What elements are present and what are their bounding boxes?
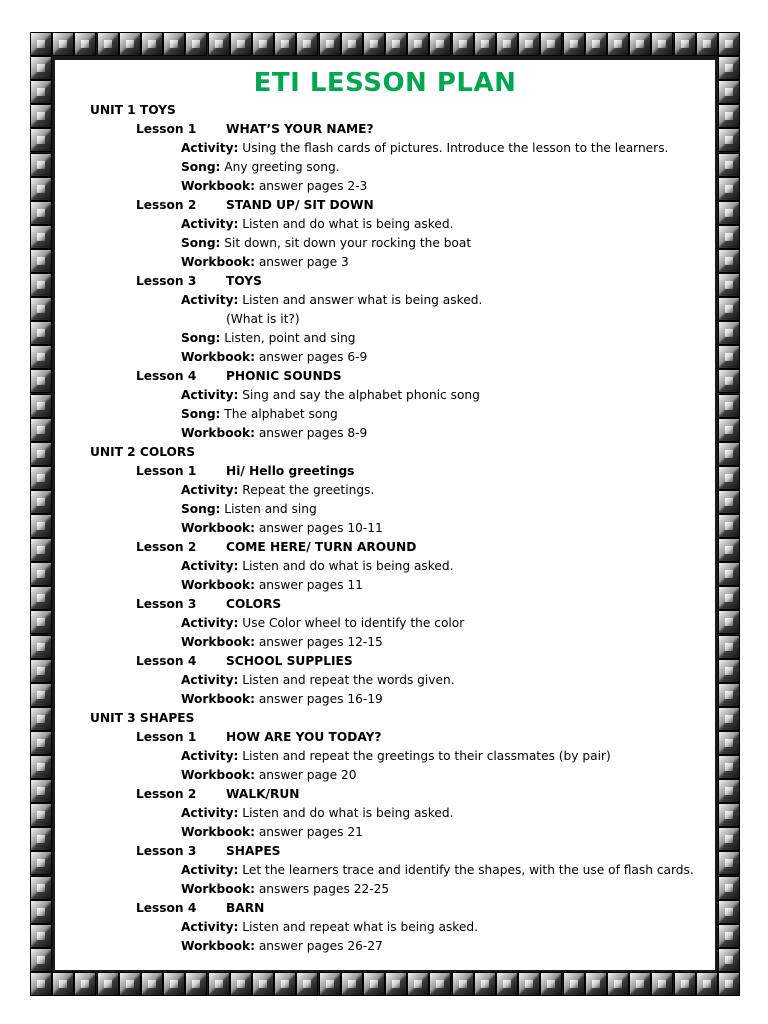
- detail-text: Using the flash cards of pictures. Introduce the lesson to the learners.: [238, 141, 669, 155]
- border-stud: [452, 32, 474, 56]
- page-title: ETI LESSON PLAN: [253, 68, 517, 98]
- detail-text: answer pages 16-19: [254, 692, 383, 706]
- lesson-label: Lesson 4: [136, 369, 197, 383]
- border-stud: [718, 924, 740, 948]
- border-stud: [74, 972, 96, 996]
- border-stud: [585, 32, 607, 56]
- border-stud: [30, 635, 52, 659]
- lesson-detail-row: [181, 615, 464, 631]
- border-stud: [674, 32, 696, 56]
- border-stud: [407, 972, 429, 996]
- detail-key: Activity:: [181, 388, 239, 402]
- content-area: [55, 60, 715, 970]
- detail-key: Workbook:: [181, 578, 255, 592]
- border-stud: [718, 683, 740, 707]
- detail-text: Use Color wheel to identify the color: [238, 616, 465, 630]
- border-stud: [718, 948, 740, 972]
- lesson-detail-row: [181, 558, 454, 574]
- border-stud: [230, 32, 252, 56]
- border-stud: [651, 972, 673, 996]
- detail-text: Listen, point and sing: [220, 331, 356, 345]
- lesson-detail-row: [181, 292, 482, 308]
- border-stud: [74, 32, 96, 56]
- lesson-detail-row: [181, 767, 357, 783]
- border-stud: [718, 610, 740, 634]
- border-stud: [230, 972, 252, 996]
- border-stud: [718, 779, 740, 803]
- lesson-label: Lesson 3: [136, 844, 197, 858]
- border-stud: [607, 32, 629, 56]
- lesson-row: [136, 463, 355, 479]
- lesson-row: [136, 273, 262, 289]
- detail-text: answer pages 6-9: [254, 350, 368, 364]
- border-stud: [718, 490, 740, 514]
- border-stud: [696, 972, 718, 996]
- border-stud: [319, 972, 341, 996]
- detail-key: Activity:: [181, 673, 239, 687]
- lesson-detail-row: [181, 178, 367, 194]
- border-stud: [30, 610, 52, 634]
- border-stud: [474, 32, 496, 56]
- lesson-row: [136, 596, 282, 612]
- border-stud: [30, 273, 52, 297]
- detail-key: Workbook:: [181, 635, 255, 649]
- detail-key: Workbook:: [181, 939, 255, 953]
- border-stud: [30, 466, 52, 490]
- border-stud: [718, 321, 740, 345]
- detail-key: Song:: [181, 160, 221, 174]
- detail-text: The alphabet song: [220, 407, 338, 421]
- border-stud: [407, 32, 429, 56]
- lesson-detail-row: [181, 862, 694, 878]
- border-stud: [30, 177, 52, 201]
- border-stud: [30, 128, 52, 152]
- border-stud: [30, 104, 52, 128]
- detail-text: Sit down, sit down your rocking the boat: [220, 236, 472, 250]
- lesson-row: [136, 539, 417, 555]
- border-stud: [540, 972, 562, 996]
- lesson-label: Lesson 4: [136, 654, 197, 668]
- detail-text: answer page 20: [254, 768, 357, 782]
- border-stud: [674, 972, 696, 996]
- lesson-detail-row: [181, 387, 480, 403]
- lesson-row: [136, 653, 353, 669]
- border-stud: [274, 972, 296, 996]
- border-stud: [30, 972, 52, 996]
- border-stud: [651, 32, 673, 56]
- detail-text: answer page 3: [254, 255, 349, 269]
- detail-key: Activity:: [181, 293, 239, 307]
- border-stud: [585, 972, 607, 996]
- border-stud: [563, 972, 585, 996]
- border-stud: [52, 972, 74, 996]
- lesson-title: PHONIC SOUNDS: [226, 369, 342, 383]
- border-stud: [319, 32, 341, 56]
- border-stud: [252, 32, 274, 56]
- lesson-detail-row: [181, 824, 363, 840]
- border-stud: [385, 972, 407, 996]
- border-stud: [30, 345, 52, 369]
- border-stud: [718, 128, 740, 152]
- border-stud: [252, 972, 274, 996]
- border-stud: [718, 56, 740, 80]
- unit-heading: [90, 102, 176, 118]
- lesson-detail-row: [181, 425, 367, 441]
- unit-heading-text: UNIT 3 SHAPES: [90, 711, 195, 725]
- border-stud: [718, 297, 740, 321]
- border-stud: [474, 972, 496, 996]
- lesson-detail-row: [181, 919, 478, 935]
- detail-text: answer pages 2-3: [254, 179, 368, 193]
- detail-text: Listen and repeat the greetings to their classmates (by pair): [238, 749, 611, 763]
- border-stud: [718, 538, 740, 562]
- border-stud: [696, 32, 718, 56]
- border-stud: [30, 225, 52, 249]
- border-stud: [30, 153, 52, 177]
- border-stud: [30, 755, 52, 779]
- border-stud: [341, 32, 363, 56]
- detail-text: Listen and sing: [220, 502, 317, 516]
- lesson-detail-row: [181, 406, 338, 422]
- border-stud: [30, 249, 52, 273]
- detail-text: (What is it?): [226, 312, 300, 326]
- border-stud: [30, 779, 52, 803]
- border-stud: [718, 803, 740, 827]
- detail-text: Listen and do what is being asked.: [238, 806, 454, 820]
- border-stud: [718, 201, 740, 225]
- border-stud: [563, 32, 585, 56]
- detail-text: answer pages 12-15: [254, 635, 383, 649]
- border-stud: [185, 972, 207, 996]
- lesson-detail-row: [181, 482, 374, 498]
- unit-heading-text: UNIT 2 COLORS: [90, 445, 196, 459]
- border-stud: [385, 32, 407, 56]
- lesson-detail-row: [181, 520, 383, 536]
- lesson-row: [136, 900, 265, 916]
- border-stud: [718, 659, 740, 683]
- border-stud: [97, 972, 119, 996]
- lesson-row: [136, 121, 374, 137]
- detail-key: Workbook:: [181, 692, 255, 706]
- detail-key: Workbook:: [181, 255, 255, 269]
- detail-key: Activity:: [181, 141, 239, 155]
- lesson-label: Lesson 4: [136, 901, 197, 915]
- lesson-row: [136, 843, 281, 859]
- border-stud: [718, 273, 740, 297]
- lesson-detail-row: [181, 349, 367, 365]
- border-stud: [718, 466, 740, 490]
- lesson-detail-row: [181, 881, 389, 897]
- border-stud: [30, 707, 52, 731]
- border-stud: [363, 972, 385, 996]
- border-stud: [718, 418, 740, 442]
- lesson-detail-row: [181, 330, 356, 346]
- border-stud: [30, 683, 52, 707]
- lesson-title: STAND UP/ SIT DOWN: [226, 198, 374, 212]
- border-stud: [30, 876, 52, 900]
- border-stud: [718, 707, 740, 731]
- border-stud: [30, 297, 52, 321]
- lesson-title: HOW ARE YOU TODAY?: [226, 730, 382, 744]
- lesson-label: Lesson 3: [136, 597, 197, 611]
- lesson-detail-row: [181, 805, 454, 821]
- border-stud: [119, 32, 141, 56]
- border-stud: [296, 32, 318, 56]
- detail-key: Workbook:: [181, 882, 255, 896]
- detail-key: Workbook:: [181, 825, 255, 839]
- lesson-title: SHAPES: [226, 844, 281, 858]
- border-stud: [30, 442, 52, 466]
- lesson-label: Lesson 1: [136, 464, 197, 478]
- border-stud: [30, 32, 52, 56]
- border-stud: [718, 972, 740, 996]
- border-stud: [718, 851, 740, 875]
- border-stud: [30, 562, 52, 586]
- detail-text: Listen and answer what is being asked.: [238, 293, 483, 307]
- lesson-detail-row: [181, 216, 454, 232]
- lesson-title: COLORS: [226, 597, 282, 611]
- border-stud: [119, 972, 141, 996]
- border-stud: [540, 32, 562, 56]
- border-stud: [718, 394, 740, 418]
- border-stud: [718, 876, 740, 900]
- border-stud: [208, 972, 230, 996]
- lesson-title: WHAT’S YOUR NAME?: [226, 122, 374, 136]
- border-stud: [296, 972, 318, 996]
- detail-key: Workbook:: [181, 350, 255, 364]
- border-stud: [30, 321, 52, 345]
- lesson-detail-row: [181, 577, 363, 593]
- border-stud: [30, 731, 52, 755]
- border-stud: [30, 924, 52, 948]
- border-stud: [163, 32, 185, 56]
- lesson-row: [136, 368, 342, 384]
- border-stud: [30, 418, 52, 442]
- detail-text: Listen and repeat what is being asked.: [238, 920, 479, 934]
- detail-text: Repeat the greetings.: [238, 483, 375, 497]
- detail-key: Activity:: [181, 749, 239, 763]
- border-stud: [30, 56, 52, 80]
- lesson-detail-row: [181, 748, 611, 764]
- border-stud: [718, 731, 740, 755]
- detail-key: Workbook:: [181, 426, 255, 440]
- lesson-title: COME HERE/ TURN AROUND: [226, 540, 417, 554]
- lesson-label: Lesson 2: [136, 198, 197, 212]
- lesson-detail-row: [181, 501, 317, 517]
- border-stud: [30, 586, 52, 610]
- lesson-detail-row: [181, 634, 383, 650]
- border-stud: [518, 972, 540, 996]
- detail-key: Activity:: [181, 616, 239, 630]
- border-stud: [141, 32, 163, 56]
- border-stud: [629, 972, 651, 996]
- lesson-row: [136, 786, 300, 802]
- detail-text: answer pages 21: [254, 825, 363, 839]
- border-stud: [718, 345, 740, 369]
- border-stud: [518, 32, 540, 56]
- border-stud: [718, 104, 740, 128]
- lesson-row: [136, 197, 374, 213]
- border-stud: [607, 972, 629, 996]
- border-stud: [30, 948, 52, 972]
- lesson-detail-row: [181, 691, 383, 707]
- border-stud: [97, 32, 119, 56]
- border-stud: [629, 32, 651, 56]
- lesson-title: WALK/RUN: [226, 787, 300, 801]
- border-stud: [30, 538, 52, 562]
- detail-key: Song:: [181, 407, 221, 421]
- lesson-detail-row: [226, 311, 300, 327]
- border-stud: [30, 201, 52, 225]
- lesson-label: Lesson 2: [136, 540, 197, 554]
- border-stud: [30, 514, 52, 538]
- border-stud: [274, 32, 296, 56]
- border-stud: [718, 442, 740, 466]
- border-stud: [30, 394, 52, 418]
- border-stud: [718, 369, 740, 393]
- lesson-label: Lesson 2: [136, 787, 197, 801]
- border-stud: [30, 369, 52, 393]
- detail-key: Workbook:: [181, 521, 255, 535]
- border-stud: [718, 153, 740, 177]
- detail-text: Sing and say the alphabet phonic song: [238, 388, 480, 402]
- lesson-detail-row: [181, 140, 668, 156]
- border-stud: [718, 635, 740, 659]
- border-stud: [30, 490, 52, 514]
- border-stud: [718, 80, 740, 104]
- lesson-detail-row: [181, 254, 349, 270]
- detail-text: Listen and do what is being asked.: [238, 217, 454, 231]
- border-stud: [452, 972, 474, 996]
- lesson-title: TOYS: [226, 274, 262, 288]
- lesson-detail-row: [181, 235, 471, 251]
- detail-text: answers pages 22-25: [254, 882, 390, 896]
- unit-heading: [90, 710, 194, 726]
- detail-key: Activity:: [181, 920, 239, 934]
- border-stud: [30, 827, 52, 851]
- border-stud: [208, 32, 230, 56]
- detail-text: Let the learners trace and identify the shapes, with the use of flash cards.: [238, 863, 694, 877]
- lesson-title: Hi/ Hello greetings: [226, 464, 355, 478]
- border-stud: [30, 900, 52, 924]
- lesson-label: Lesson 1: [136, 730, 197, 744]
- border-stud: [718, 32, 740, 56]
- border-stud: [718, 225, 740, 249]
- detail-text: Listen and do what is being asked.: [238, 559, 454, 573]
- detail-key: Song:: [181, 236, 221, 250]
- detail-key: Activity:: [181, 863, 239, 877]
- border-stud: [141, 972, 163, 996]
- unit-heading-text: UNIT 1 TOYS: [90, 103, 176, 117]
- border-stud: [718, 177, 740, 201]
- lesson-detail-row: [181, 938, 383, 954]
- border-stud: [718, 562, 740, 586]
- detail-key: Song:: [181, 331, 221, 345]
- detail-text: Any greeting song.: [220, 160, 340, 174]
- border-stud: [341, 972, 363, 996]
- lesson-detail-row: [181, 672, 455, 688]
- border-stud: [718, 586, 740, 610]
- lesson-title: SCHOOL SUPPLIES: [226, 654, 353, 668]
- unit-heading: [90, 444, 195, 460]
- border-stud: [30, 803, 52, 827]
- border-stud: [496, 972, 518, 996]
- border-stud: [718, 249, 740, 273]
- border-stud: [718, 514, 740, 538]
- lesson-detail-row: [181, 159, 340, 175]
- border-stud: [163, 972, 185, 996]
- border-stud: [718, 900, 740, 924]
- detail-text: answer pages 26-27: [254, 939, 383, 953]
- border-stud: [429, 32, 451, 56]
- border-stud: [363, 32, 385, 56]
- border-stud: [718, 755, 740, 779]
- detail-text: answer pages 10-11: [254, 521, 383, 535]
- detail-key: Activity:: [181, 483, 239, 497]
- border-stud: [185, 32, 207, 56]
- detail-key: Activity:: [181, 217, 239, 231]
- border-stud: [52, 32, 74, 56]
- detail-text: Listen and repeat the words given.: [238, 673, 455, 687]
- border-stud: [496, 32, 518, 56]
- border-stud: [30, 659, 52, 683]
- detail-text: answer pages 11: [254, 578, 363, 592]
- border-stud: [30, 851, 52, 875]
- lesson-label: Lesson 1: [136, 122, 197, 136]
- border-stud: [30, 80, 52, 104]
- border-stud: [718, 827, 740, 851]
- lesson-title: BARN: [226, 901, 265, 915]
- detail-key: Song:: [181, 502, 221, 516]
- border-stud: [429, 972, 451, 996]
- detail-key: Activity:: [181, 559, 239, 573]
- detail-key: Activity:: [181, 806, 239, 820]
- lesson-label: Lesson 3: [136, 274, 197, 288]
- detail-key: Workbook:: [181, 179, 255, 193]
- detail-text: answer pages 8-9: [254, 426, 368, 440]
- detail-key: Workbook:: [181, 768, 255, 782]
- lesson-row: [136, 729, 382, 745]
